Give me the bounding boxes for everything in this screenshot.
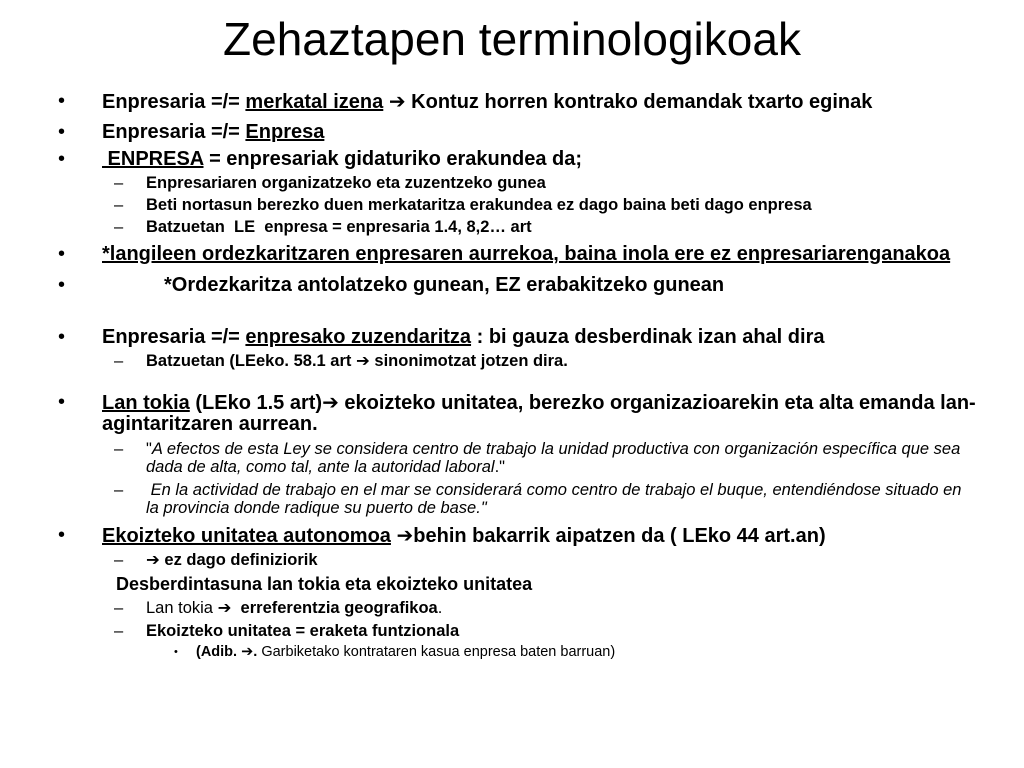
- dash-icon: –: [114, 599, 124, 617]
- list-item: • Enpresaria =/= Enpresa: [58, 121, 325, 143]
- bullet-icon: •: [58, 274, 66, 296]
- list-item: • *Ordezkaritza antolatzeko gunean, EZ erabakitzeko gunean: [58, 274, 725, 296]
- dash-icon: –: [114, 174, 124, 192]
- arrow-right-icon: ➔: [355, 351, 370, 370]
- list-item: • Ekoizteko unitatea autonomoa ➔behin bakarrik aipatzen da ( LEko 44 art.an): [58, 523, 826, 547]
- sub-list-item: – "A efectos de esta Ley se considera centro de trabajo la unidad productiva con organización específica que sea dada de alta, como tal, ante la autoridad laboral.": [114, 440, 961, 476]
- dash-icon: –: [114, 481, 124, 499]
- arrow-right-icon: ➔: [396, 523, 414, 547]
- underlined-term: enpresako zuzendaritza: [245, 326, 472, 348]
- slide-content: [58, 91, 978, 661]
- sub-list-item: – ➔ ez dago definiziorik: [114, 550, 318, 569]
- dash-icon: –: [114, 352, 124, 370]
- subheading: Desberdintasuna lan tokia eta ekoizteko unitatea: [116, 574, 533, 594]
- underlined-term: *langileen ordezkaritzaren enpresaren aurrekoa, baina inola ere ez enpresariarenganakoa: [102, 243, 951, 265]
- arrow-right-icon: ➔: [217, 598, 232, 617]
- underlined-term: Lan tokia: [102, 392, 190, 414]
- sub-sub-list-item: • (Adib. ➔. Garbiketako kontrataren kasua enpresa baten barruan): [174, 644, 616, 660]
- sub-list-item: – Enpresariaren organizatzeko eta zuzentzeko gunea: [114, 174, 546, 192]
- bullet-icon: •: [58, 243, 66, 265]
- bullet-icon: •: [58, 121, 66, 143]
- bullet-icon: •: [58, 524, 66, 546]
- underlined-term: ENPRESA: [102, 148, 204, 170]
- bullet-icon: •: [58, 90, 66, 112]
- list-item: • Lan tokia (LEko 1.5 art)➔ ekoizteko unitatea, berezko organizazioarekin eta alta emanda lan-agintaritzaren aurrean.: [58, 390, 976, 435]
- sub-list-item: – Lan tokia ➔ erreferentzia geografikoa.: [114, 598, 443, 617]
- underlined-term: Ekoizteko unitatea autonomoa: [102, 525, 391, 547]
- list-item: • ENPRESA = enpresariak gidaturiko erakundea da;: [58, 148, 582, 170]
- sub-list-item: – En la actividad de trabajo en el mar se considerará como centro de trabajo el buque, entendiéndose situado en la provincia donde radique su puerto de base.": [114, 481, 967, 517]
- sub-list-item: – Beti nortasun berezko duen merkataritza erakundea ez dago baina beti dago enpresa: [114, 196, 812, 214]
- list-item: [58, 244, 978, 265]
- dash-icon: –: [114, 551, 124, 569]
- list-item: • Enpresaria =/= enpresako zuzendaritza : bi gauza desberdinak izan ahal dira: [58, 326, 825, 348]
- arrow-right-icon: ➔: [241, 644, 254, 660]
- bullet-icon: •: [58, 148, 66, 170]
- arrow-right-icon: ➔: [388, 89, 406, 113]
- list-item: • Enpresaria =/= merkatal izena ➔ Kontuz horren kontrako demandak txarto eginak: [58, 89, 873, 113]
- bullet-icon: •: [58, 326, 66, 348]
- dash-icon: –: [114, 440, 124, 458]
- bullet-icon: •: [58, 391, 66, 413]
- underlined-term: Enpresa: [245, 121, 325, 143]
- sub-list-item: – Batzuetan (LEeko. 58.1 art ➔ sinonimotzat jotzen dira.: [114, 351, 568, 370]
- dash-icon: –: [114, 622, 124, 640]
- dash-icon: –: [114, 196, 124, 214]
- sub-list-item: – Batzuetan LE enpresa = enpresaria 1.4, 8,2… art: [114, 218, 532, 236]
- underlined-term: merkatal izena: [245, 91, 384, 113]
- sub-list-item: – Ekoizteko unitatea = eraketa funtzionala: [114, 622, 460, 640]
- arrow-right-icon: ➔: [146, 550, 160, 569]
- dash-icon: –: [114, 218, 124, 236]
- bullet-icon: •: [174, 646, 178, 658]
- arrow-right-icon: ➔: [322, 390, 339, 414]
- slide-title: Zehaztapen terminologikoak: [223, 13, 801, 65]
